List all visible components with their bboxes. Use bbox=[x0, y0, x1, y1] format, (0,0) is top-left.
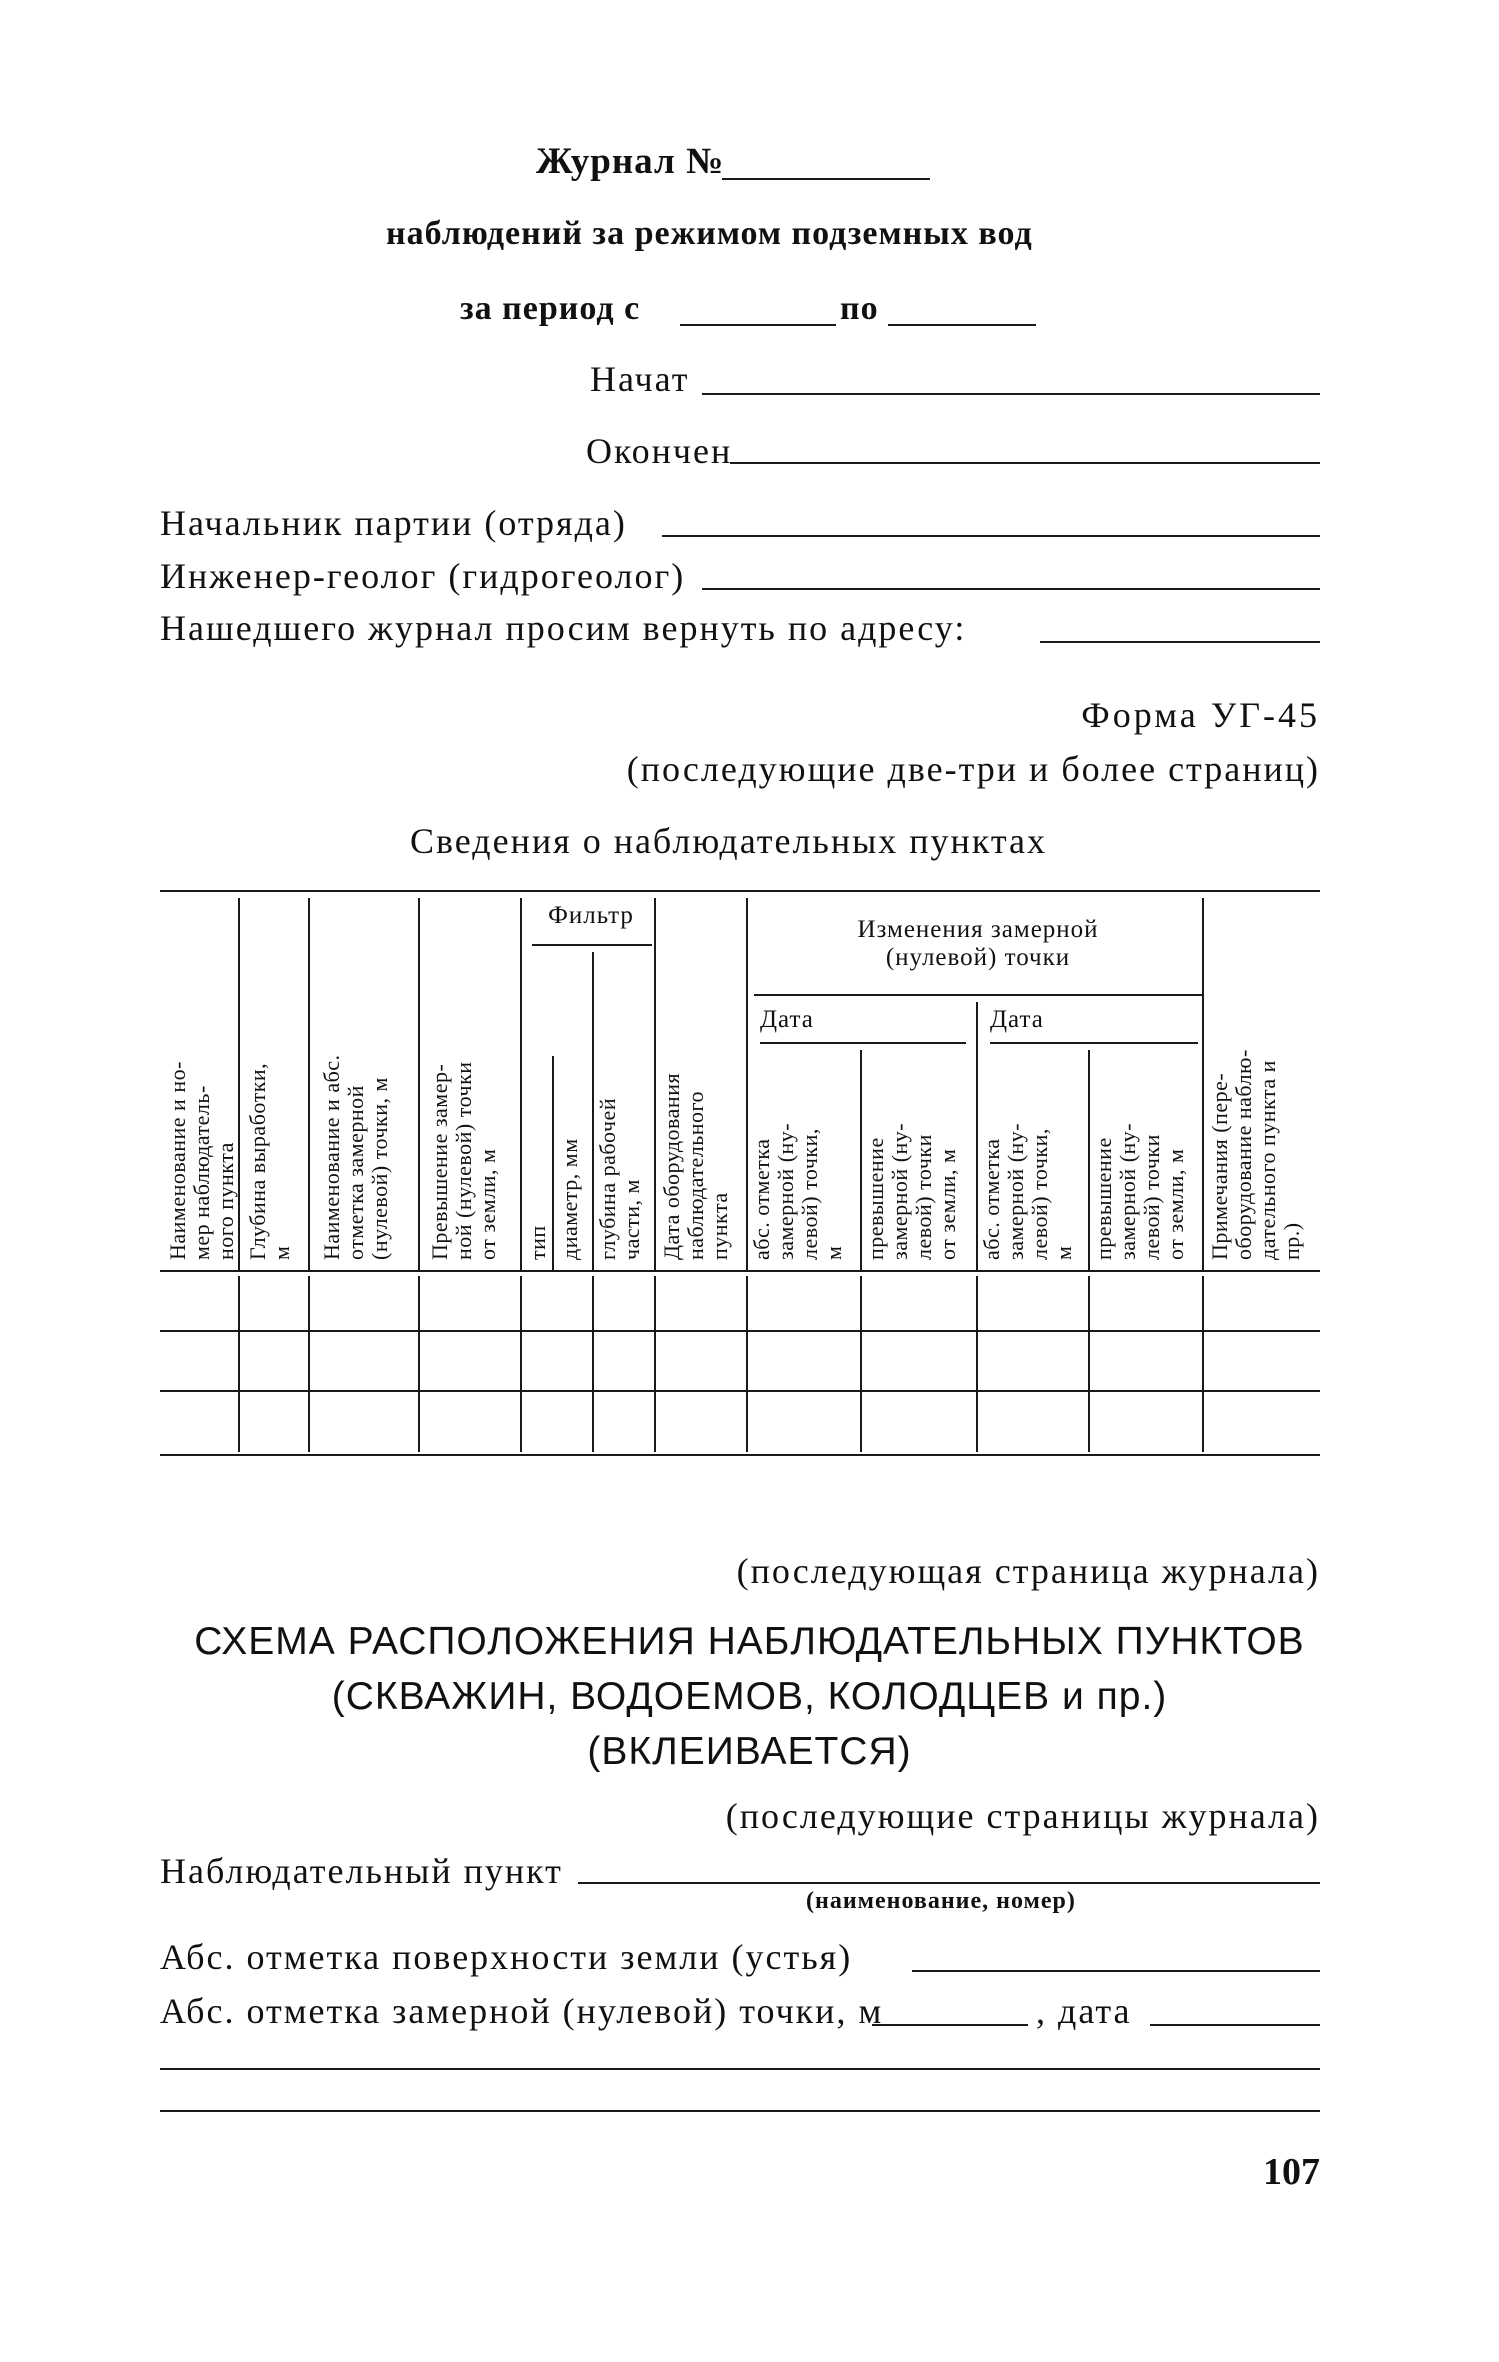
header-line: Наименование и абс. bbox=[319, 1054, 344, 1260]
journal-title: Журнал № bbox=[536, 141, 725, 182]
header-line: левой) точки, bbox=[1027, 1128, 1052, 1260]
point-label: Наблюдательный пункт bbox=[160, 1851, 563, 1891]
zero-mark-label: Абс. отметка замерной (нулевой) точки, м bbox=[160, 1991, 884, 2031]
next-page-note: (последующая страница журнала) bbox=[736, 1551, 1320, 1591]
header-line: пункта bbox=[707, 1192, 732, 1260]
header-line: дательного пункта и bbox=[1255, 1060, 1280, 1260]
body-col-sep bbox=[654, 1276, 656, 1452]
header-bottom-border bbox=[160, 1270, 1320, 1272]
header-line: глубина рабочей bbox=[595, 1097, 620, 1260]
header-line: м bbox=[269, 1245, 294, 1260]
col-date-header bbox=[660, 1073, 732, 1260]
header-line: левой) точки bbox=[1139, 1134, 1164, 1260]
header-line: Примечания (пере- bbox=[1207, 1072, 1232, 1260]
form-note: (последующие две-три и более страниц) bbox=[626, 749, 1320, 789]
header-line: ной (нулевой) точки bbox=[451, 1061, 476, 1260]
header-line: от земли, м bbox=[935, 1148, 960, 1260]
col-abs-mark-1-header bbox=[750, 1123, 846, 1260]
header-line: левой) точки bbox=[911, 1134, 936, 1260]
header-line: от земли, м bbox=[475, 1148, 500, 1260]
period-to-line bbox=[888, 324, 1036, 326]
date-label-2: Дата bbox=[990, 1006, 1044, 1033]
header-line: диаметр, мм bbox=[557, 1138, 582, 1260]
journal-number-line bbox=[722, 178, 930, 180]
col-sep bbox=[520, 898, 522, 1270]
header-line: мер наблюдатель- bbox=[189, 1085, 214, 1260]
filter-group-header: Фильтр bbox=[548, 902, 634, 929]
body-col-sep bbox=[418, 1276, 420, 1452]
header-line: от земли, м bbox=[1163, 1148, 1188, 1260]
col-sep bbox=[308, 898, 310, 1270]
header-line: абс. отметка bbox=[749, 1138, 774, 1260]
zero-mark-value-line bbox=[872, 2024, 1028, 2026]
next-pages-note: (последующие страницы журнала) bbox=[725, 1796, 1320, 1836]
col-excess-2-header bbox=[1092, 1123, 1188, 1260]
started-line bbox=[702, 393, 1320, 395]
header-line: превышение bbox=[863, 1137, 888, 1260]
body-col-sep bbox=[592, 1276, 594, 1452]
return-request: Нашедшего журнал просим вернуть по адресу: bbox=[160, 608, 967, 648]
col-sep bbox=[860, 1050, 862, 1270]
col-sep bbox=[552, 1056, 554, 1270]
header-line: Превышение замер- bbox=[427, 1063, 452, 1260]
date-label-1: Дата bbox=[760, 1006, 814, 1033]
started-label: Начат bbox=[590, 359, 690, 399]
date-label: , дата bbox=[1036, 1991, 1132, 2031]
header-line: (нулевой) точки, м bbox=[367, 1077, 392, 1260]
blank-line-2 bbox=[160, 2110, 1320, 2112]
table-top-border bbox=[160, 890, 1320, 892]
period-to-label: по bbox=[840, 290, 879, 327]
col-sep bbox=[1202, 898, 1204, 1270]
row-line-2 bbox=[160, 1390, 1320, 1392]
body-col-sep bbox=[520, 1276, 522, 1452]
page-number: 107 bbox=[1263, 2151, 1320, 2193]
header-line: замерной (ну- bbox=[1003, 1122, 1028, 1260]
table-heading: Сведения о наблюдательных пунктах bbox=[410, 821, 1047, 861]
finished-line bbox=[730, 462, 1320, 464]
col-excess-1-header bbox=[864, 1123, 960, 1260]
observation-points-table bbox=[160, 890, 1320, 1460]
blank-line-1 bbox=[160, 2068, 1320, 2070]
body-col-sep bbox=[308, 1276, 310, 1452]
date-line bbox=[1150, 2024, 1320, 2026]
finished-label: Окончен bbox=[586, 431, 733, 471]
date-rule-2 bbox=[990, 1042, 1198, 1044]
date-rule-1 bbox=[760, 1042, 966, 1044]
engineer-label: Инженер-геолог (гидрогеолог) bbox=[160, 556, 686, 596]
header-line: замерной (ну- bbox=[887, 1122, 912, 1260]
row-line-1 bbox=[160, 1330, 1320, 1332]
header-line: тип bbox=[525, 1225, 550, 1260]
chief-line bbox=[662, 535, 1320, 537]
header-line: Дата оборудования bbox=[659, 1072, 684, 1260]
col-work-depth-header bbox=[596, 1098, 644, 1260]
col-sep bbox=[238, 898, 240, 1270]
changes-group-rule bbox=[754, 994, 1202, 996]
scheme-title-line3: (ВКЛЕИВАЕТСЯ) bbox=[587, 1730, 912, 1773]
col-sep bbox=[1088, 1050, 1090, 1270]
col-sep bbox=[746, 898, 748, 1270]
body-col-sep bbox=[238, 1276, 240, 1452]
return-address-line bbox=[1040, 641, 1320, 643]
col-abs-header bbox=[320, 1054, 392, 1260]
header-line: левой) точки, bbox=[797, 1128, 822, 1260]
col-type-header bbox=[526, 1225, 550, 1260]
col-sep bbox=[418, 898, 420, 1270]
header-line: превышение bbox=[1091, 1137, 1116, 1260]
header-line: пр.) bbox=[1279, 1222, 1304, 1260]
period-from-line bbox=[680, 324, 836, 326]
col-depth-header bbox=[246, 1063, 294, 1260]
body-col-sep bbox=[746, 1276, 748, 1452]
col-notes-header bbox=[1208, 1049, 1304, 1260]
journal-subtitle: наблюдений за режимом подземных вод bbox=[386, 215, 1033, 252]
scheme-title-line2: (СКВАЖИН, ВОДОЕМОВ, КОЛОДЦЕВ и пр.) bbox=[331, 1675, 1168, 1718]
header-line: отметка замерной bbox=[343, 1085, 368, 1260]
header-line: ного пункта bbox=[213, 1142, 238, 1260]
header-line: части, м bbox=[619, 1179, 644, 1260]
col-sep bbox=[976, 1002, 978, 1270]
header-line: замерной (ну- bbox=[773, 1122, 798, 1260]
scheme-title-line1: СХЕМА РАСПОЛОЖЕНИЯ НАБЛЮДАТЕЛЬНЫХ ПУНКТОВ bbox=[194, 1620, 1305, 1663]
body-col-sep bbox=[976, 1276, 978, 1452]
col-sep bbox=[592, 952, 594, 1270]
period-label: за период с bbox=[460, 290, 641, 327]
header-line: замерной (ну- bbox=[1115, 1122, 1140, 1260]
ground-mark-label: Абс. отметка поверхности земли (устья) bbox=[160, 1937, 853, 1977]
body-col-sep bbox=[1202, 1276, 1204, 1452]
changes-group-header-line2: (нулевой) точки bbox=[885, 944, 1071, 971]
header-line: наблюдательного bbox=[683, 1090, 708, 1260]
chief-label: Начальник партии (отряда) bbox=[160, 503, 627, 543]
changes-group-header-line1: Изменения замерной bbox=[857, 916, 1099, 943]
point-caption: (наименование, номер) bbox=[806, 1888, 1076, 1914]
header-line: Наименование и но- bbox=[165, 1061, 190, 1260]
point-line bbox=[578, 1882, 1320, 1884]
body-col-sep bbox=[860, 1276, 862, 1452]
col-name-header bbox=[166, 1061, 238, 1260]
header-line: абс. отметка bbox=[979, 1138, 1004, 1260]
body-col-sep bbox=[1088, 1276, 1090, 1452]
ground-mark-line bbox=[912, 1970, 1320, 1972]
col-abs-mark-2-header bbox=[980, 1123, 1076, 1260]
header-line: м bbox=[1051, 1245, 1076, 1260]
col-excess-header bbox=[428, 1061, 500, 1260]
header-line: Глубина выработки, bbox=[245, 1062, 270, 1260]
engineer-line bbox=[702, 588, 1320, 590]
form-code: Форма УГ-45 bbox=[1081, 695, 1320, 735]
table-bottom-border bbox=[160, 1454, 1320, 1456]
filter-group-rule bbox=[532, 944, 652, 946]
col-sep bbox=[654, 898, 656, 1270]
header-line: оборудование наблю- bbox=[1231, 1049, 1256, 1260]
col-diameter-header bbox=[558, 1138, 582, 1260]
header-line: м bbox=[821, 1245, 846, 1260]
